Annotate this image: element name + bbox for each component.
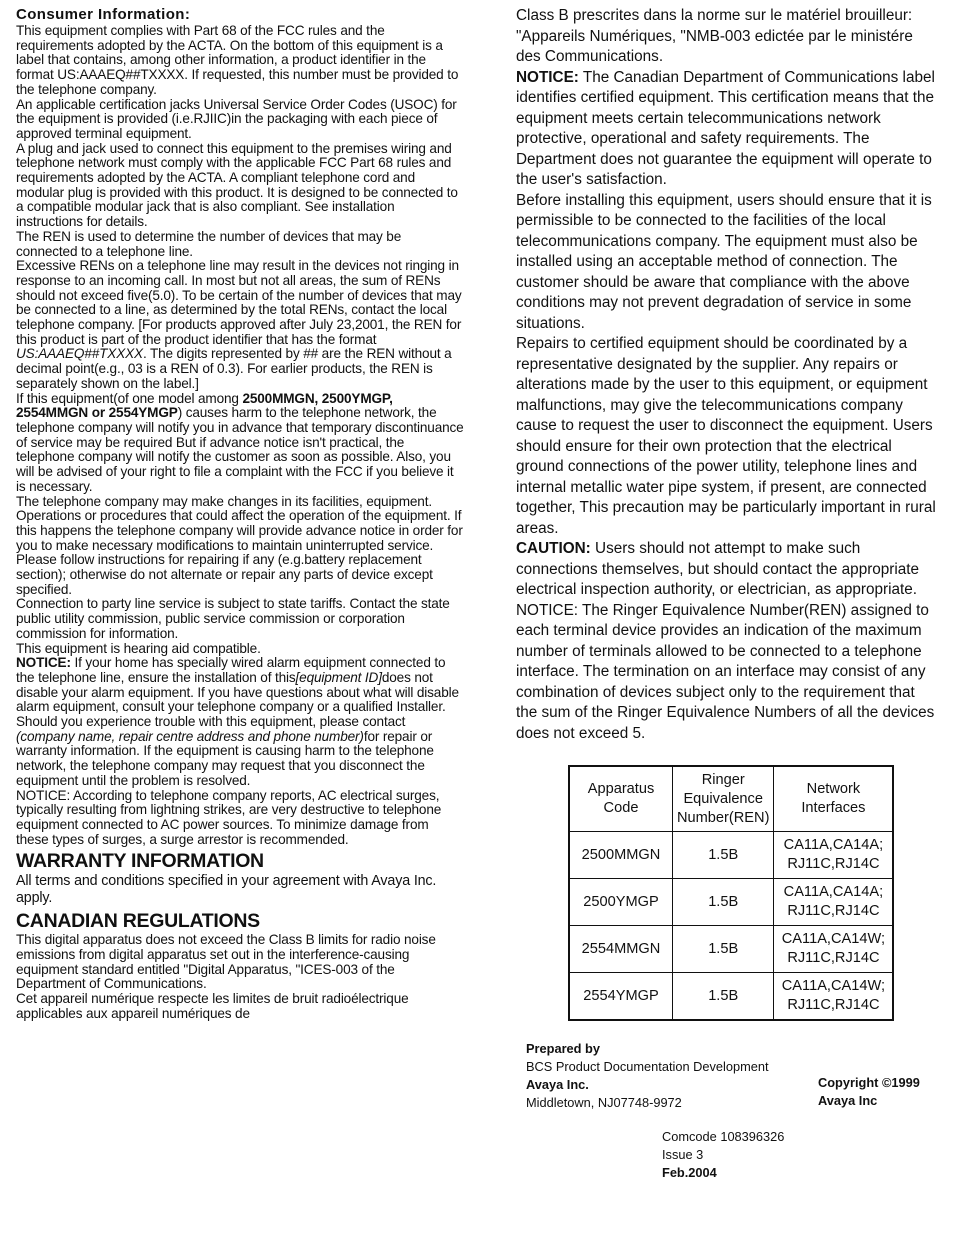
- prepared-by-block: [526, 1040, 769, 1112]
- equipment-id-text: [equipment ID]: [295, 669, 382, 685]
- paragraph: Please follow instructions for repairing if any (e.g.battery replacement section); otherwise do not alternate or repair any parts of device except specified.: [16, 552, 433, 597]
- text: Users should not attempt to make such connections themselves, but should contact the appropriate electrical inspection authority, or electrician, as appropriate.: [516, 540, 920, 598]
- paragraph: All terms and conditions specified in your agreement with Avaya Inc. apply.: [16, 873, 437, 907]
- table-cell: 1.5B: [673, 832, 774, 879]
- text: Should you experience trouble with this equipment, please contact: [16, 714, 406, 730]
- copyright-block: [818, 1074, 920, 1110]
- table-row: [569, 879, 893, 926]
- warranty-heading: WARRANTY INFORMATION: [16, 850, 264, 873]
- table-cell: 1.5B: [673, 879, 774, 926]
- copyright: Copyright ©1999: [818, 1075, 920, 1090]
- paragraph: An applicable certification jacks Universal Service Order Codes (USOC) for the equipment is provided (i.e.RJIIC)in the packaging with each piece of approved terminal equipment.: [16, 96, 457, 141]
- copyright-company: Avaya Inc: [818, 1093, 878, 1108]
- ren-table: [568, 765, 894, 1021]
- paragraph: Class B prescrites dans la norme sur le matériel brouilleur: "Appareils Numériques, "NMB-003 edictée par le ministére des Communications.: [516, 7, 913, 65]
- table-row: [569, 926, 893, 973]
- prepared-by-label: Prepared by: [526, 1041, 600, 1056]
- table-header: Ringer Equivalence Number(REN): [673, 766, 774, 832]
- consumer-info-heading: Consumer Information:: [16, 6, 191, 23]
- table-cell: 2554MMGN: [569, 926, 673, 973]
- notice-label: NOTICE:: [516, 68, 579, 86]
- model-list: 2500MMGN, 2500YMGP, 2554MMGN or 2554YMGP: [16, 390, 393, 421]
- department: BCS Product Documentation Development: [526, 1059, 769, 1074]
- ren-table-wrapper: [568, 765, 894, 1021]
- company-name: Avaya Inc.: [526, 1077, 589, 1092]
- text: If this equipment(of one model among: [16, 390, 243, 406]
- table-cell: 1.5B: [673, 926, 774, 973]
- right-column: [516, 6, 940, 744]
- table-cell: 2500YMGP: [569, 879, 673, 926]
- table-cell: 1.5B: [673, 973, 774, 1021]
- table-cell: CA11A,CA14W; RJ11C,RJ14C: [774, 926, 894, 973]
- table-header-row: [569, 766, 893, 832]
- paragraph: The telephone company may make changes in its facilities, equipment. Operations or procedures that could affect the operation of the equipment. If this happens the telephone company will provide advance notice in order for you to make necessary modifications to maintain uninterrupted service.: [16, 493, 463, 553]
- table-cell: 2554YMGP: [569, 973, 673, 1021]
- paragraph: This equipment is hearing aid compatible.: [16, 640, 261, 656]
- table-cell: CA11A,CA14A; RJ11C,RJ14C: [774, 879, 894, 926]
- document-info-block: [662, 1128, 784, 1182]
- paragraph: [16, 656, 464, 715]
- contact-text: (company name, repair centre address and phone number): [16, 728, 364, 744]
- address: Middletown, NJ07748-9972: [526, 1095, 682, 1110]
- paragraph: [516, 539, 940, 601]
- table-row: [569, 973, 893, 1021]
- paragraph: [16, 715, 464, 789]
- caution-label: CAUTION:: [516, 540, 591, 557]
- date: Feb.2004: [662, 1165, 717, 1180]
- format-text: US:AAAEQ##TXXXX: [16, 346, 143, 362]
- paragraph: This digital apparatus does not exceed the Class B limits for radio noise emissions from digital apparatus set out in the interference-causing equipment standard entitled "Digital Apparatus, "ICES-003 of the Department of Communications.: [16, 932, 436, 992]
- paragraph: [16, 392, 464, 495]
- issue: Issue 3: [662, 1147, 704, 1162]
- paragraph: [516, 68, 940, 191]
- paragraph: The REN is used to determine the number of devices that may be connected to a telephone line.: [16, 228, 402, 259]
- paragraph: Before installing this equipment, users should ensure that it is permissible to be connected to the facilities of the local telecommunications company. The equipment must also be installed using an acceptable method of connection. The customer should be aware that compliance with the above conditions may not prevent degradation of service in some situations.: [516, 191, 932, 332]
- table-cell: CA11A,CA14A; RJ11C,RJ14C: [774, 832, 894, 879]
- text: Excessive RENs on a telephone line may result in the devices not ringing in response to an incoming call. In most but not all areas, the sum of RENs should not exceed five(5.0). To be certain of the number of devices that may be connected to a line, as determined by the total RENs, contact the local telephone company. [For products approved after July 23,2001, the REN for this product is part of the product identifier that has the format: [16, 258, 462, 347]
- paragraph: Connection to party line service is subject to state tariffs. Contact the state public utility commission, public service commission or corporation commission for information.: [16, 596, 450, 641]
- table-row: [569, 832, 893, 879]
- paragraph: This equipment complies with Part 68 of the FCC rules and the requirements adopted by the ACTA. On the bottom of this equipment is a label that contains, among other information, a product identifier in the format US:AAAEQ##TXXXX. If requested, this number must be provided to the telephone company.: [16, 23, 459, 97]
- comcode: Comcode 108396326: [662, 1129, 785, 1144]
- paragraph: Cet appareil numérique respecte les limites de bruit radioélectrique applicables aux appareil numériques de: [16, 991, 409, 1021]
- table-cell: 2500MMGN: [569, 832, 673, 879]
- canadian-heading: CANADIAN REGULATIONS: [16, 910, 260, 933]
- paragraph: Repairs to certified equipment should be coordinated by a representative designated by the supplier. Any repairs or alterations made by the user to this equipment, or equipment malfunctions, may give the telecommunications company cause to request the user to disconnect the equipment. Users should ensure for their own protection that the electrical ground connections of the power utility, telephone lines and internal metallic water pipe system, if present, are connected together, This precaution may be particularly important in rural areas.: [516, 335, 936, 537]
- table-header: Network Interfaces: [774, 766, 894, 832]
- paragraph: NOTICE: According to telephone company reports, AC electrical surges, typically resulting from lightning strikes, are very destructive to telephone equipment connected to AC power sources. To minimize damage from these types of surges, a surge arrestor is recommended.: [16, 787, 442, 847]
- text: The Canadian Department of Communications label identifies certified equipment. This certification means that the equipment meets certain telecommunications network protective, operational and safety requirements. The Department does not guarantee the equipment will operate to the user's satisfaction.: [516, 68, 935, 188]
- paragraph: A plug and jack used to connect this equipment to the premises wiring and telephone network must comply with the applicable FCC Part 68 rules and requirements adopted by the ACTA. A compliant telephone cord and modular plug is provided with this product. It is designed to be connected to a compatible modular jack that is also compliant. See installation instructions for details.: [16, 140, 458, 230]
- table-header: Apparatus Code: [569, 766, 673, 832]
- table-cell: CA11A,CA14W; RJ11C,RJ14C: [774, 973, 894, 1021]
- text: for repair or warranty information. If the equipment is causing harm to the telephone network, the telephone company may request that you disconnect the equipment until the problem is resolved.: [16, 728, 434, 788]
- text: ) causes harm to the telephone network, the telephone company will notify you in advance that temporary discontinuance of service may be required But if advance notice isn't practical, the telephone company will notify the customer as soon as possible. Also, you will be advised of your right to file a complaint with the FCC if you believe it is necessary.: [16, 405, 464, 494]
- notice-label: NOTICE:: [16, 655, 71, 671]
- text: If your home has specially wired alarm equipment connected to the telephone line, ensure the installation of this: [16, 655, 446, 685]
- text: . The digits represented by ## are the REN without a decimal point(e.g., 03 is a REN of 0.3). For earlier products, the REN is separately shown on the label.]: [16, 346, 452, 391]
- text: does not disable your alarm equipment. If you have questions about what will disable alarm equipment, consult your telephone company or a qualified Installer.: [16, 669, 459, 715]
- paragraph: [16, 259, 464, 391]
- left-column: [16, 6, 464, 1022]
- paragraph: NOTICE: The Ringer Equivalence Number(REN) assigned to each terminal device provides an indication of the maximum number of terminals allowed to be connected to a telephone interface. The termination on an interface may consist of any combination of devices subject only to the requirement that the sum of the Ringer Equivalence Numbers of all the devices does not exceed 5.: [516, 601, 935, 742]
